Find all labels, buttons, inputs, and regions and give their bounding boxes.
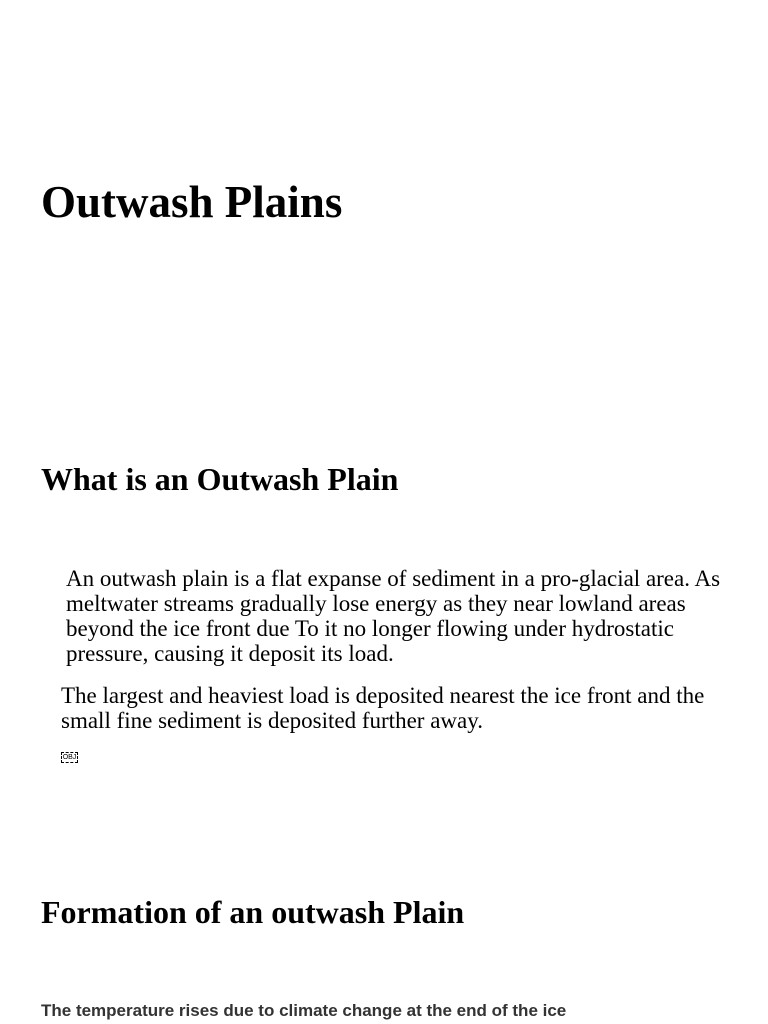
- section-heading-formation: Formation of an outwash Plain: [41, 894, 465, 930]
- paragraph-deposition: The largest and heaviest load is deposited nearest the ice front and the small fine sediment is deposited further away.: [61, 683, 705, 733]
- formation-text: The temperature rises due to climate change at the end of the ice: [41, 1001, 567, 1020]
- section-heading-what-is-outwash-plain: What is an Outwash Plain: [41, 461, 399, 497]
- page-title: Outwash Plains: [41, 177, 343, 227]
- embedded-object-placeholder: OBJ: [62, 754, 77, 761]
- paragraph-definition: An outwash plain is a flat expanse of sediment in a pro-glacial area. As meltwater streams gradually lose energy as they near lowland areas beyond the ice front due To it no longer flowing under hydrostatic pressure, causing it deposit its load.: [66, 566, 721, 666]
